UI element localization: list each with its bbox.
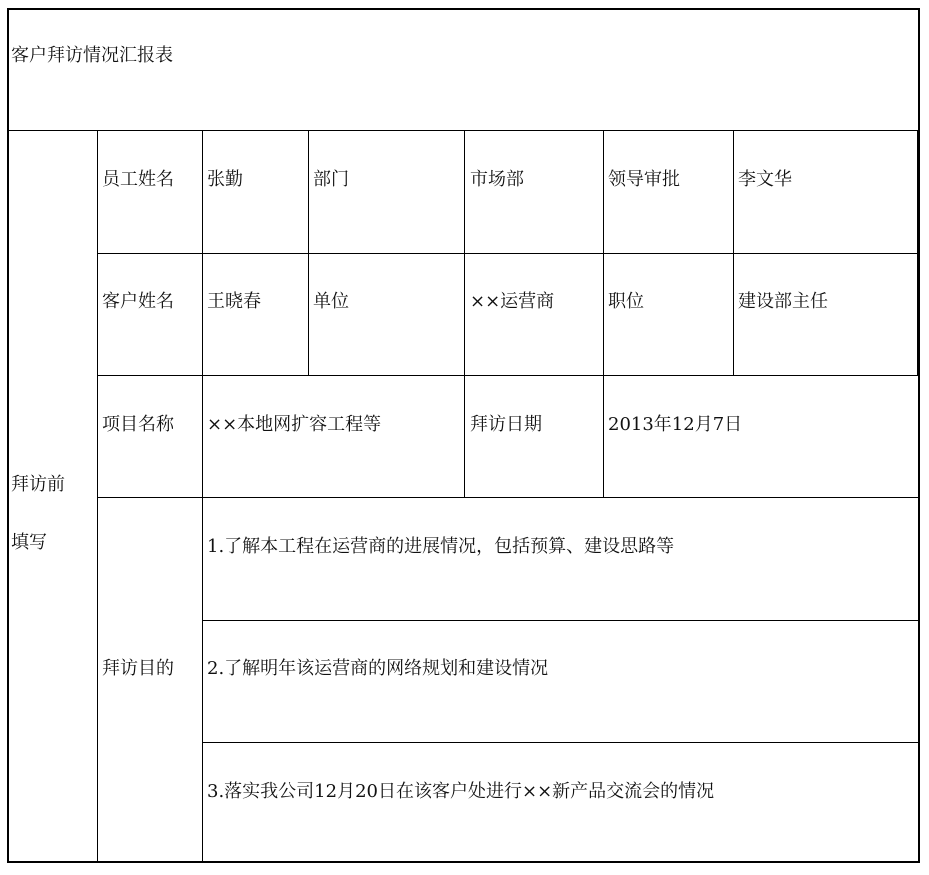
purpose-item-2: 2.了解明年该运营商的网络规划和建设情况 [207,658,549,679]
department-label: 部门 [313,169,349,190]
purpose-item-3: 3.落实我公司12月20日在该客户处进行××新产品交流会的情况 [207,781,715,802]
project-name-value: ××本地网扩容工程等 [207,414,382,435]
page-title: 客户拜访情况汇报表 [11,45,173,66]
col4-divider [464,130,465,497]
purpose-divider-1 [202,620,920,621]
section-column-divider [97,130,98,863]
purpose-divider-2 [202,742,920,743]
row3-divider [97,497,920,498]
customer-name-label: 客户姓名 [102,291,174,312]
col6-divider [733,130,734,375]
customer-name-value: 王晓春 [207,291,261,312]
department-value: 市场部 [470,169,524,190]
row2-divider [97,375,920,376]
unit-label: 单位 [313,291,349,312]
project-name-label: 项目名称 [102,414,174,435]
visit-date-label: 拜访日期 [470,414,542,435]
visit-date-value: 2013年12月7日 [608,414,743,435]
visit-purpose-label: 拜访目的 [102,658,174,679]
col5-divider [603,130,604,497]
section-label-line1: 拜访前 [11,474,65,495]
employee-name-label: 员工姓名 [102,169,174,190]
unit-value: ××运营商 [470,291,555,312]
row1-divider [97,253,920,254]
employee-name-value: 张勤 [207,169,243,190]
section-label-line2: 填写 [11,532,47,553]
purpose-item-1: 1.了解本工程在运营商的进展情况，包括预算、建设思路等 [207,536,675,557]
label-column-divider [202,130,203,863]
col3-divider [308,130,309,375]
right-edge-thick [917,130,919,375]
position-value: 建设部主任 [738,291,828,312]
position-label: 职位 [608,291,644,312]
approver-value: 李文华 [738,169,792,190]
approver-label: 领导审批 [608,169,680,190]
